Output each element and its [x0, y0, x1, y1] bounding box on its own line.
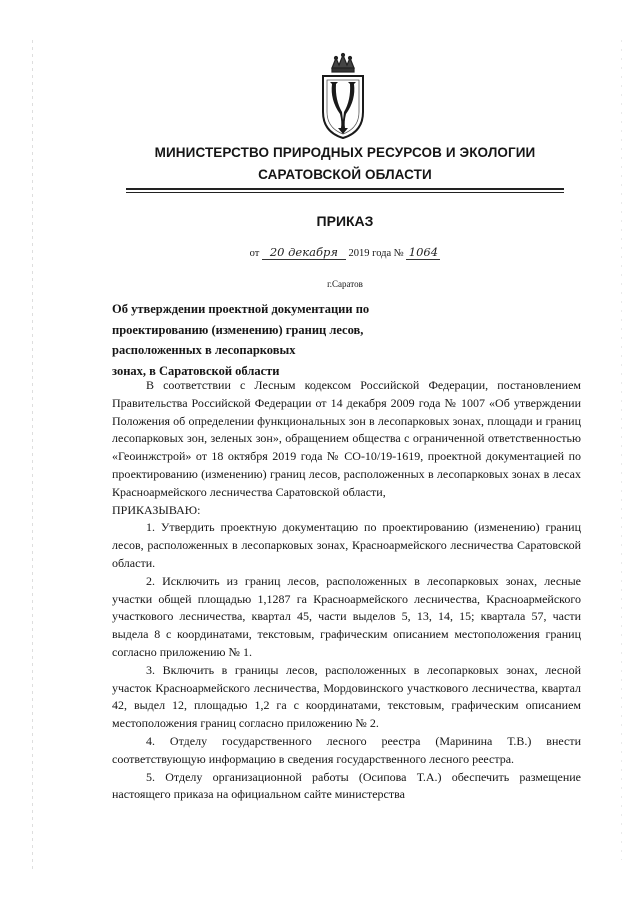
order-item: 2. Исключить из границ лесов, расположенных в лесопарковых зонах, лесные участки общей площадью 1,1287 га Красноармейского лесничества, Красноармейского участкового лесничества, квартал 45, части выделов 5, 13, 14, 15; квартала 57, части выдела 8 с координатами, текстовым, графическим описанием местоположения границ согласно приложению № 1. — [112, 573, 581, 659]
year-text: 2019 года № — [348, 248, 404, 259]
order-subject — [112, 299, 442, 381]
preamble-paragraph: В соответствии с Лесным кодексом Российской Федерации, постановлением Правительства Российской Федерации от 14 декабря 2009 года № 1007 «Об утверждении Положения об определении функциональных зон в лесопарковых зонах, площади и границ лесопарковых зон, зеленых зон», обращением общества с ограниченной ответственностью «Геоинжстрой» от 18 октября 2019 года № СО-10/19-1619, проектной документацией по проектированию (изменению) границ лесов, расположенных в лесопарковых зонах в лесах Красноармейского лесничества Саратовской области, — [112, 378, 581, 499]
order-body — [112, 377, 581, 804]
order-item: 5. Отделу организационной работы (Осипова Т.А.) обеспечить размещение настоящего приказа на официальном сайте министерства — [112, 769, 581, 802]
decree-word: ПРИКАЗЫВАЮ: — [112, 502, 201, 517]
subject-line: проектированию (изменению) границ лесов, — [112, 322, 364, 337]
handwritten-order-number: 1064 — [406, 245, 440, 260]
order-title: ПРИКАЗ — [316, 213, 374, 229]
subject-line: Об утверждении проектной документации по — [112, 302, 370, 316]
ministry-name-line2: САРАТОВСКОЙ ОБЛАСТИ — [258, 167, 432, 182]
ministry-name-line1: МИНИСТЕРСТВО ПРИРОДНЫХ РЕСУРСОВ И ЭКОЛОГИИ — [154, 145, 536, 160]
order-item: 4. Отделу государственного лесного реестра (Маринина Т.В.) внести соответствующую информацию в сведения государственного лесного реестра. — [112, 733, 581, 766]
date-prefix: от — [249, 248, 260, 259]
order-item: 1. Утвердить проектную документацию по проектированию (изменению) границ лесов, расположенных в лесопарковых зонах, Красноармейского лесничества Саратовской области. — [112, 520, 581, 570]
order-item: 3. Включить в границы лесов, расположенных в лесопарковых зонах, лесной участок Красноармейского лесничества, Мордовинского участкового лесничества, квартал 42, выдел 12, площадью 1,2 га с координатами, текстовым, графическим описанием местоположения границ согласно приложению № 2. — [112, 662, 581, 731]
ministry-name — [120, 142, 570, 186]
subject-line: зонах, в Саратовской области — [112, 363, 280, 378]
saratov-coat-of-arms-icon — [318, 52, 368, 142]
header-divider-thick — [126, 188, 564, 190]
header-divider-thin — [126, 192, 564, 193]
handwritten-date: 20 декабря — [262, 245, 346, 260]
city-label: г.Саратов — [327, 279, 363, 289]
scan-edge-right — [621, 40, 622, 860]
scan-edge-left — [32, 40, 33, 870]
subject-line: расположенных в лесопарковых — [112, 343, 296, 357]
order-date-line — [120, 245, 570, 260]
